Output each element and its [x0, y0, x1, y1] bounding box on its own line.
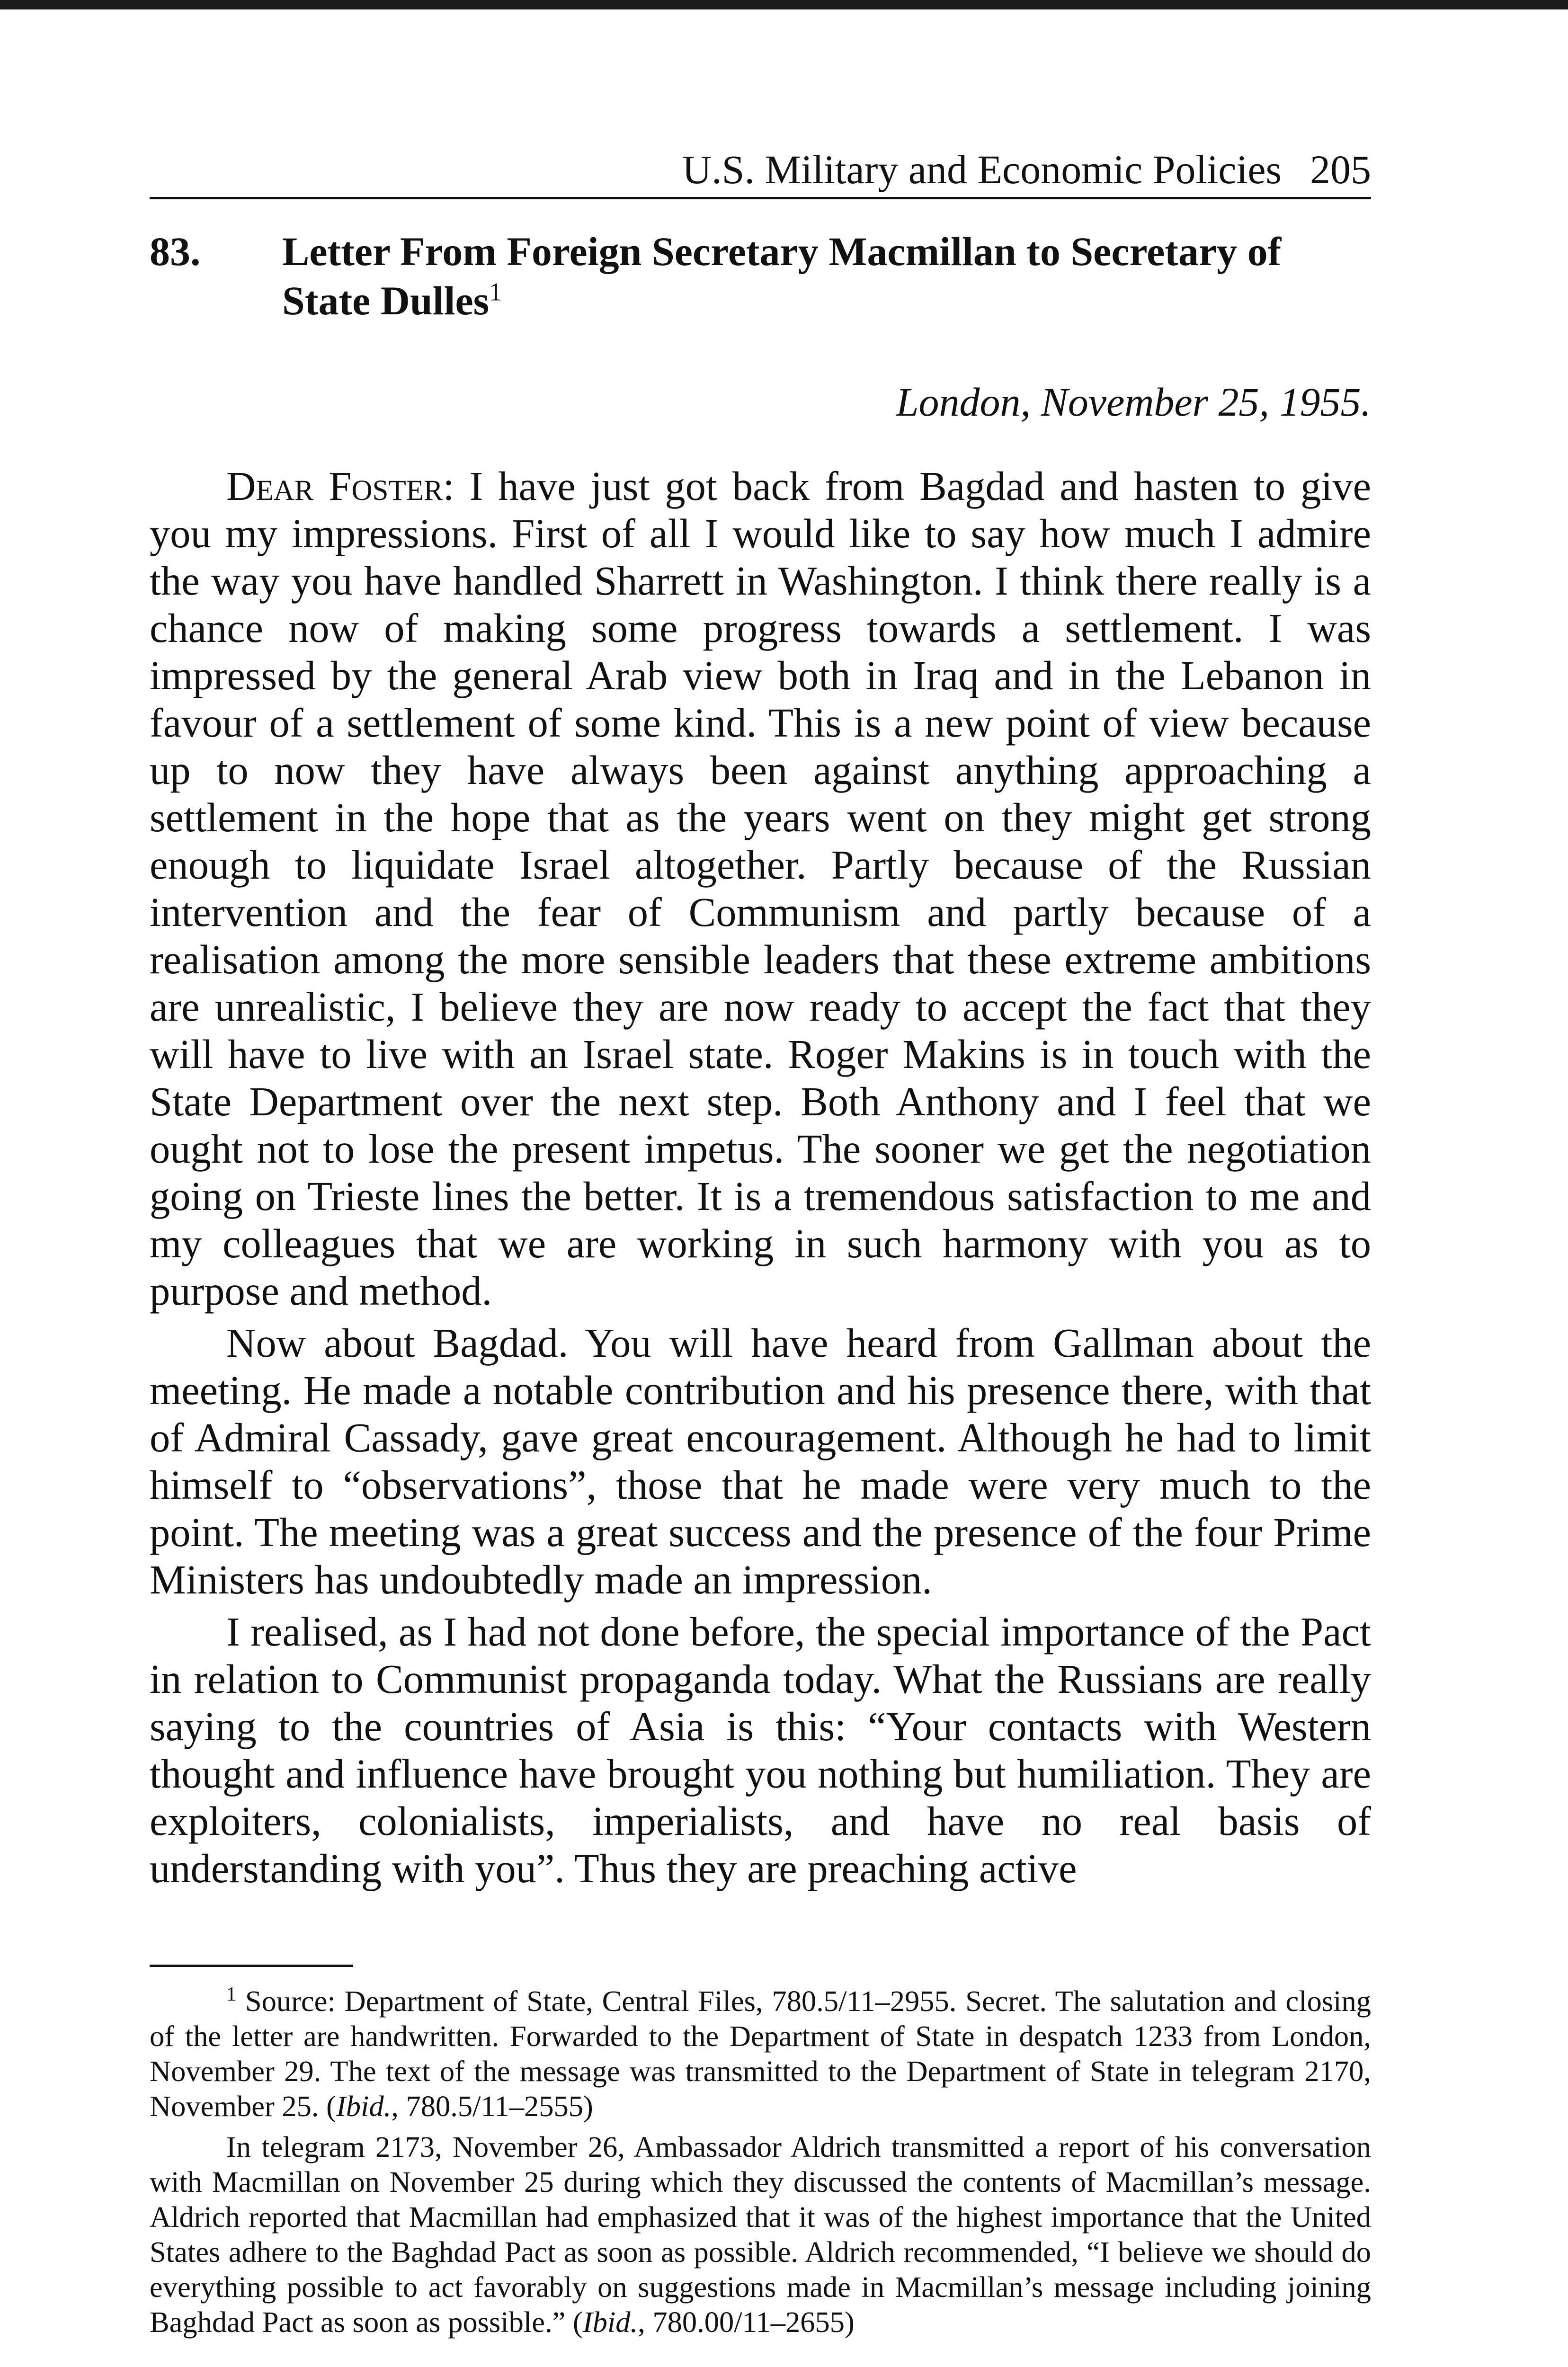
running-head [150, 142, 1371, 199]
footnote-1-continuation [150, 2129, 1371, 2340]
body-paragraph-3: I realised, as I had not done before, the special importance of the Pact in relation to Communist propaganda today. What the Russians are really saying to the countries of Asia is this: “Your contacts with Western thought and influence have brought you nothing but humiliation. They are exploiters, colonialists, imperialists, and have no real basis of understanding with you”. Thus they are preaching active [150, 1609, 1371, 1891]
document-heading [150, 227, 1371, 340]
document-page [150, 142, 1371, 1897]
page-number: 205 [1310, 147, 1371, 192]
document-number: 83. [150, 229, 201, 274]
footnote-2-text-b: , 780.00/11–2655) [638, 2305, 855, 2339]
body-paragraph-2: Now about Bagdad. You will have heard from Gallman about the meeting. He made a notable contribution and his presence there, with that of Admiral Cassady, gave great encouragement. Although he had to limit himself to “observations”, those that he made were very much to the point. The meeting was a great success and the presence of the four Prime Ministers has undoubtedly made an impression. [150, 1320, 1371, 1602]
footnotes [150, 1984, 1371, 2345]
body-paragraph-1 [150, 463, 1371, 1315]
body-paragraph-1-text: I have just got back from Bagdad and hasten to give you my impressions. First of all I would like to say how much I admire the way you have handled Sharrett in Washington. I think there really is a chance now of making some progress towards a settlement. I was impressed by the general Arab view both in Iraq and in the Lebanon in favour of a settlement of some kind. This is a new point of view because up to now they have always been against anything approaching a settlement in the hope that as the years went on they might get strong enough to liquidate Israel altogether. Partly because of the Russian intervention and the fear of Communism and partly because of a realisation among the more sensible leaders that these extreme ambitions are unrealistic, I believe they are now ready to accept the fact that they will have to live with an Israel state. Roger Makins is in touch with the State Department over the next step. Both Anthony and I feel that we ought not to lose the present impetus. The sooner we get the negotiation going on Trieste lines the better. It is a tremendous satisfaction to me and my colleagues that we are working in such harmony with you as to purpose and method. [150, 463, 1371, 1314]
footnote-1 [150, 1984, 1371, 2124]
footnote-2-ibid: Ibid. [582, 2305, 638, 2339]
running-head-title: U.S. Military and Economic Policies [682, 147, 1282, 192]
dateline: London, November 25, 1955. [896, 379, 1371, 425]
scan-top-border [0, 0, 1568, 9]
footnote-2-text-a: In telegram 2173, November 26, Ambassador Aldrich transmitted a report of his conversation with Macmillan on November 25 during which they discussed the contents of Macmillan’s message. Aldrich reported that Macmillan had emphasized that it was of the highest importance that the United States adhere to the Baghdad Pact as soon as possible. Aldrich recommended, “I believe we should do everything possible to act favorably on suggestions made in Macmillan’s message including joining Baghdad Pact as soon as possible.” ( [150, 2130, 1371, 2339]
footnote-1-ibid: Ibid. [336, 2090, 392, 2123]
footnote-1-marker: 1 [226, 1984, 236, 2006]
document-title [282, 227, 1371, 325]
footnote-rule [150, 1965, 353, 1967]
document-title-text: Letter From Foreign Secretary Macmillan to Secretary of State Dulles [282, 229, 1282, 323]
salutation: Dear Foster: [226, 463, 454, 509]
letter-body [150, 463, 1371, 1892]
footnote-1-text-a: Source: Department of State, Central Files, 780.5/11–2955. Secret. The salutation and closing of the letter are handwritten. Forwarded to the Department of State in despatch 1233 from London, November 29. The text of the message was transmitted to the Department of State in telegram 2170, November 25. ( [150, 1984, 1372, 2123]
footnote-1-text-b: , 780.5/11–2555) [391, 2090, 593, 2123]
title-footnote-marker: 1 [489, 277, 502, 306]
